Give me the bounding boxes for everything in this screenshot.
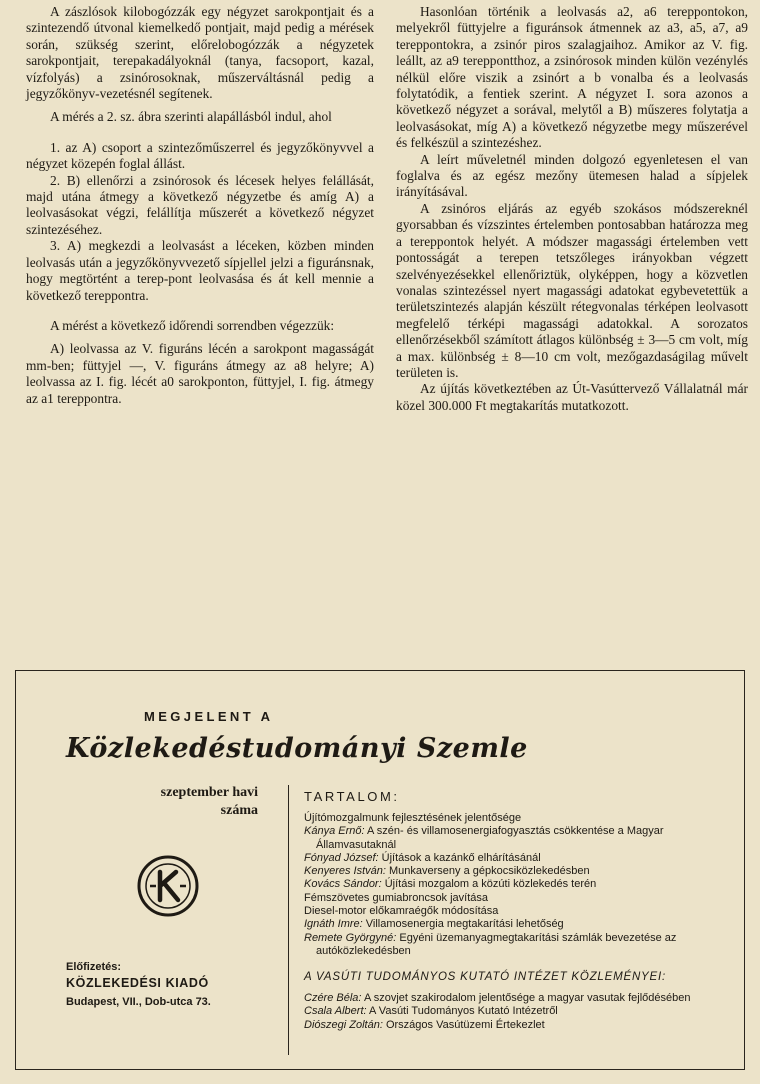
institute-heading: A VASÚTI TUDOMÁNYOS KUTATÓ INTÉZET KÖZLEMÉNYEI: [304,971,666,983]
contents-list [304,812,724,958]
entry-author: Kovács Sándor: [304,878,382,891]
entry-author: Csala Albert: [304,1005,367,1018]
subscribe-label: Előfizetés: [66,961,122,973]
publisher-name: KÖZLEKEDÉSI KIADÓ [66,976,209,990]
list-item [304,825,724,852]
contents-heading: TARTALOM: [304,789,400,804]
divider [288,785,289,1055]
publisher-logo-icon [136,854,200,918]
entry-author: Czére Béla: [304,992,362,1004]
entry-title: Újítások a kazánkő elhárításánál [381,851,541,864]
publisher-address: Budapest, VII., Dob-utca 73. [66,996,211,1008]
list-item [304,992,724,1005]
issue-label [86,784,258,820]
entry-author: Fónyad József: [304,851,379,864]
entry-author: Kánya Ernő: [304,825,365,838]
entry-author: Remete Györgyné: [304,931,397,944]
list-item [304,892,724,905]
entry-title: Országos Vasútüzemi Értekezlet [385,1018,545,1031]
list-item [304,1019,724,1032]
list-item: 1. az A) csoport a szintezőműszerrel és jegyzőkönyvvel a négyzet közepén foglal állást. [26,139,374,172]
entry-title: Egyéni üzemanyagmegtakarítási számlák bevezetése az autóközlekedésben [316,931,677,957]
journal-advertisement [15,670,745,1070]
entry-title: A Vasúti Tudományos Kutató Intézetről [369,1005,558,1018]
entry-title: Fémszövetes gumiabroncsok javítása [304,891,489,904]
entry-title: Újítómozgalmunk fejlesztésének jelentősége [304,812,522,824]
entry-title: A szovjet szakirodalom jelentősége a magyar vasutak fejlődésében [363,992,691,1004]
journal-title: Közlekedéstudományi Szemle [66,733,528,764]
issue-number-word: száma [220,803,258,818]
list-item: 3. A) megkezdi a leolvasást a léceken, közben minden leolvasás után a jegyzőkönyvvezető sípjellel jelzi a figuránsnak, hogy megtörtént a terep-pont leolvasása és át kell mennie a következő tereppontra. [26,238,374,303]
paragraph: A mérést a következő időrendi sorrendben végezzük: [50,317,335,333]
entry-title: Diesel-motor előkamraégők módosítása [304,905,499,918]
list-item [304,932,724,959]
ad-kicker: MEGJELENT A [144,709,274,724]
entry-author: Diószegi Zoltán: [304,1018,383,1031]
entry-author: Ignáth Imre: [304,918,363,931]
paragraph: Hasonlóan történik a leolvasás a2, a6 tereppontokon, melyekről füttyjelre a figuránsok átmennek az a3, a5, a7, a9 tereppontokra, a zsinór piros szalagjaihoz. Amikor az V. fig. leállt, az a9 tereppontthoz, a zsinórosok minden külön vezénylés nélkül előre viszik a zsinórt a b vonalba és a leolvasás folytatódik, a fentiek szerint. A négyzet I. sora azonos a következő négyzet a sorával, melytől a B) műszeres folytatja a leolvasásokat, míg A) a következő négyzetbe megy műszerével és felkészül a szintezéshez. [396,4,748,151]
list-item [304,918,724,931]
paragraph: A zsinóros eljárás az egyéb szokásos módszereknél gyorsabban és vízszintes értelemben pontosabban határozza meg a tereppontok helyét. A módszer magassági értelemben vett pontosságát a terepen tetszőleges irányokban végzett szelvényezésekkel ellenőriztük, olyképpen, hogy a közvetlen vonalas szintezéssel nyert magassági adatokat egybevetettük a területszintezés alapján készült rétegvonalas térképen leolvasott megfelelő térképi magassági adatokkal. A sorozatos ellenőrzésekből számított átlagos különbség ± 3—5 cm volt, míg a max. különbség ± 8—10 cm volt, mezőgazdaságilag művelt területen is. [396,200,748,380]
entry-title: Villamosenergia megtakarítási lehetőség [365,918,564,931]
entry-title: A szén- és villamosenergiafogyasztás csökkentése a Magyar Államvasutaknál [316,825,664,851]
article-column-right [396,4,748,414]
paragraph: A zászlósok kilobogózzák egy négyzet sarokpontjait és a szintezendő útvonal kiemelkedő pontjait, majd pedig a mérések során, szükség szerint, előrelobogózzák a négyzetek sarokpontjait, terepakadályoknál (tanya, facsoport, kazal, vízfolyás) a zsinórosoknak, műszerváltásnál pedig a jegyzőkönyv-vezetésnél segítenek. [26,4,374,102]
paragraph: A) leolvassa az V. figuráns lécén a sarokpont magasságát mm-ben; füttyjel —, V. figuráns átmegy az a8 helyre; A) leolvassa az I. fig. lécét a0 sarokponton, füttyjel, I. fig. átmegy az a1 tereppontra. [26,341,374,406]
paragraph: Az újítás következtében az Út-Vasúttervező Vállalatnál már közel 300.000 Ft megtakarítás mutatkozott. [396,381,748,413]
list-item [304,905,724,918]
entry-title: Munkaverseny a gépkocsiközlekedésben [389,865,590,878]
institute-list [304,992,724,1032]
issue-month: szeptember havi [160,785,258,800]
entry-title: Újítási mozgalom a közúti közlekedés terén [384,878,597,891]
list-item: 2. B) ellenőrzi a zsinórosok és lécesek helyes felállását, majd utána átmegy a következő négyzetbe és amíg A) a leolvasásokat végzi, felállítja műszerét a következő négyzet szintezéséhez. [26,172,374,237]
entry-author: Kenyeres István: [304,865,386,878]
list-item [304,1005,724,1018]
paragraph: A leírt műveletnél minden dolgozó egyenletesen el van foglalva és az egész mezőny ütemesen halad a sípjelek irányításával. [396,151,748,200]
article-column-left [26,4,374,407]
list-item [304,878,724,891]
list-item [304,812,724,825]
list-item [304,852,724,865]
list-item [304,865,724,878]
paragraph: A mérés a 2. sz. ábra szerinti alapállásból indul, ahol [50,109,332,125]
